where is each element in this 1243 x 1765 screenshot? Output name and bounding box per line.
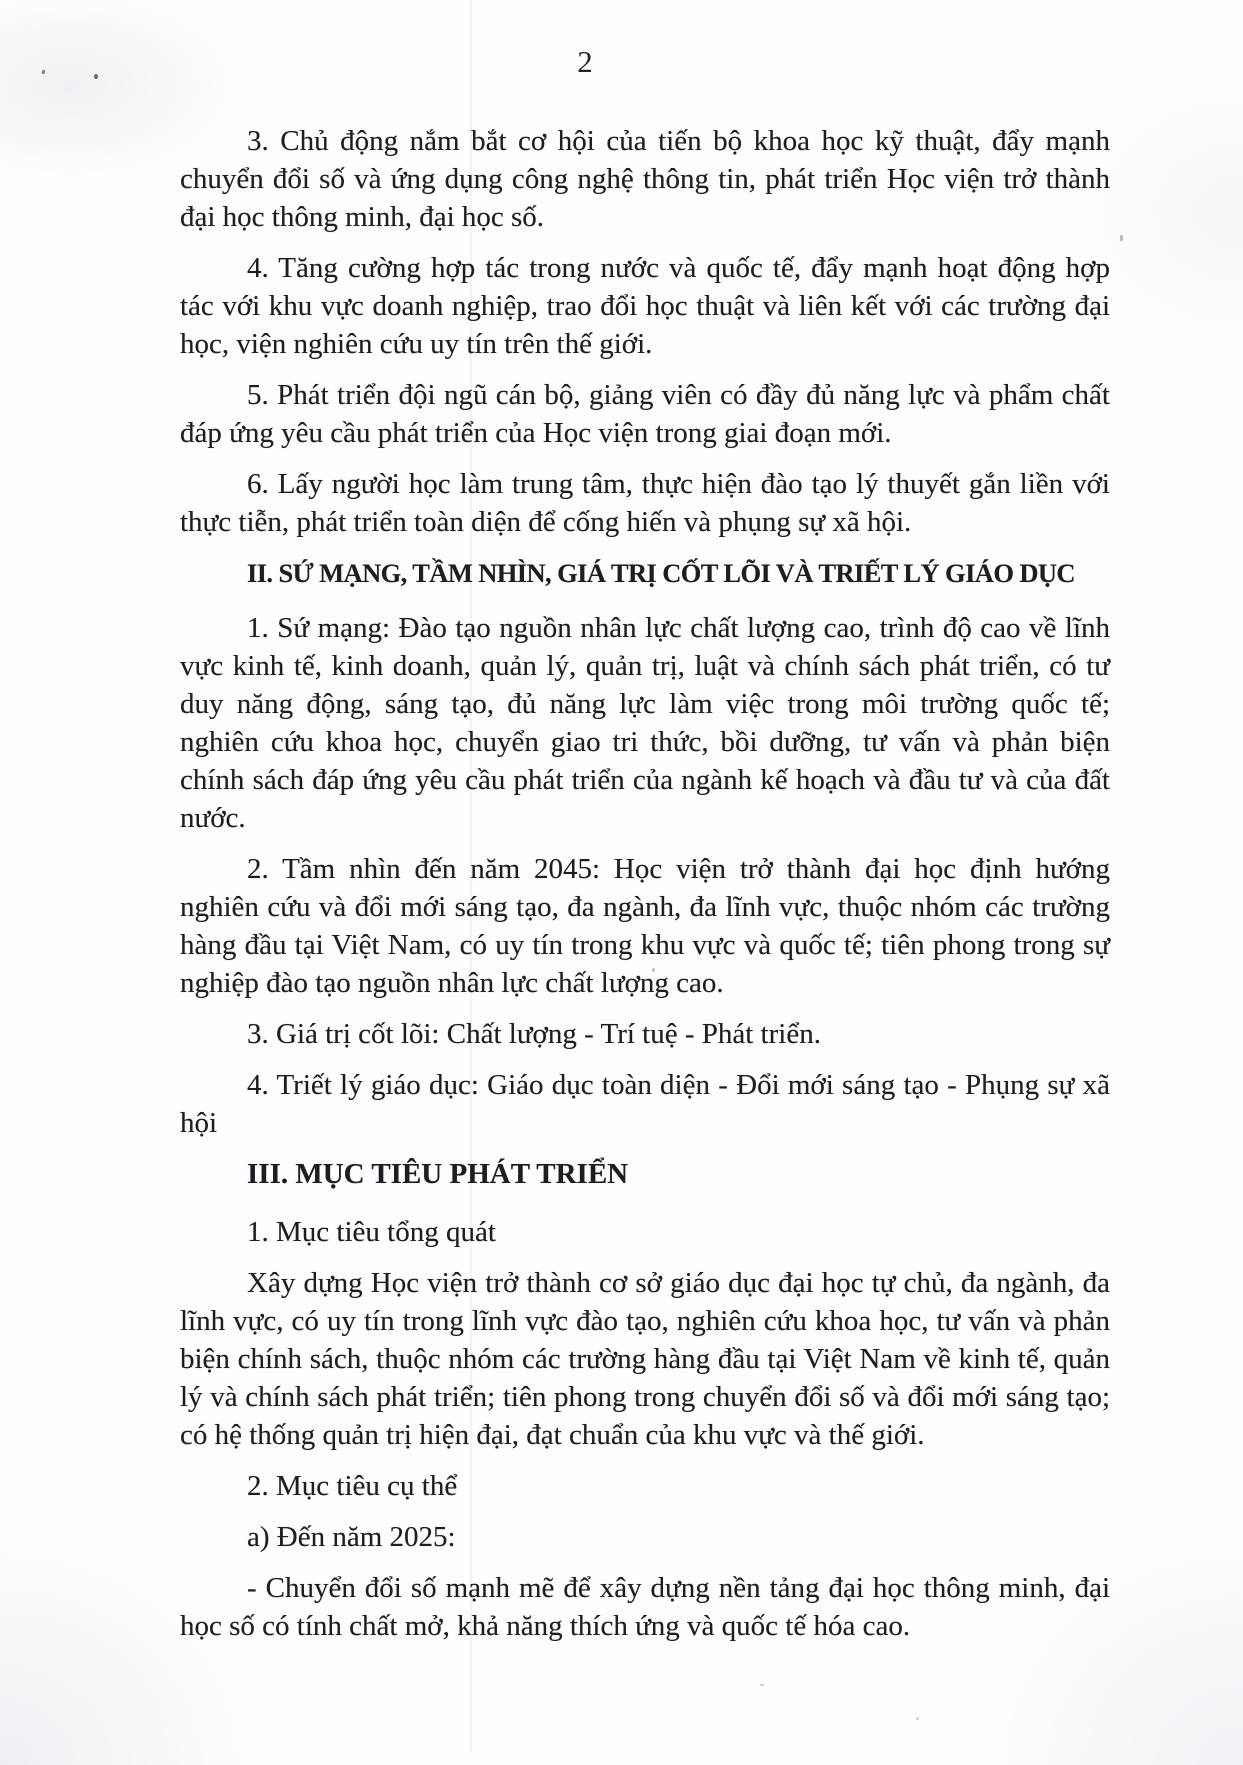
paragraph-milestone-2025-item: - Chuyển đổi số mạnh mẽ để xây dựng nền tảng đại học thông minh, đại học số có tính chất mở, khả năng thích ứng và quốc tế hóa cao. [180,1572,1110,1642]
scan-speck [760,1684,764,1686]
paragraph-core-values: 3. Giá trị cốt lõi: Chất lượng - Trí tuệ - Phát triển. [247,1018,821,1050]
paragraph-item-3: 3. Chủ động nắm bắt cơ hội của tiến bộ khoa học kỹ thuật, đẩy mạnh chuyển đổi số và ứng dụng công nghệ thông tin, phát triển Học viện trở thành đại học thông minh, đại học số. [180,125,1110,233]
section-heading-ii: II. SỨ MẠNG, TẦM NHÌN, GIÁ TRỊ CỐT LÕI VÀ TRIẾT LÝ GIÁO DỤC [247,558,1075,588]
scan-speck [916,1717,919,1720]
paragraph-vision: 2. Tầm nhìn đến năm 2045: Học viện trở thành đại học định hướng nghiên cứu và đổi mới sáng tạo, đa ngành, đa lĩnh vực, thuộc nhóm các trường hàng đầu tại Việt Nam, có uy tín trong khu vực và quốc tế; tiên phong trong sự nghiệp đào tạo nguồn nhân lực chất lượng cao. [180,853,1110,999]
paragraph-item-5: 5. Phát triển đội ngũ cán bộ, giảng viên có đầy đủ năng lực và phẩm chất đáp ứng yêu cầu phát triển của Học viện trong giai đoạn mới. [180,379,1110,449]
section-heading-iii: III. MỤC TIÊU PHÁT TRIỂN [247,1158,629,1190]
paragraph-milestone-2025-label: a) Đến năm 2025: [247,1521,456,1553]
paragraph-general-objective-label: 1. Mục tiêu tổng quát [247,1216,496,1248]
paragraph-item-4: 4. Tăng cường hợp tác trong nước và quốc tế, đẩy mạnh hoạt động hợp tác với khu vực doanh nghiệp, trao đổi học thuật và liên kết với các trường đại học, viện nghiên cứu uy tín trên thế giới. [180,252,1110,360]
document-body [180,122,1110,1658]
paragraph-education-philosophy: 4. Triết lý giáo dục: Giáo dục toàn diện - Đổi mới sáng tạo - Phụng sự xã hội [180,1069,1110,1139]
scan-speck [1120,235,1123,241]
paragraph-item-6: 6. Lấy người học làm trung tâm, thực hiện đào tạo lý thuyết gắn liền với thực tiễn, phát triển toàn diện để cống hiến và phụng sự xã hội. [180,468,1110,538]
page-number: 2 [577,44,593,79]
paragraph-general-objective: Xây dựng Học viện trở thành cơ sở giáo dục đại học tự chủ, đa ngành, đa lĩnh vực, có uy tín trong lĩnh vực đào tạo, nghiên cứu khoa học, tư vấn và phản biện chính sách, thuộc nhóm các trường hàng đầu tại Việt Nam về kinh tế, quản lý và chính sách phát triển; tiên phong trong chuyển đổi số và đổi mới sáng tạo; có hệ thống quản trị hiện đại, đạt chuẩn của khu vực và thế giới. [180,1267,1110,1451]
paragraph-mission: 1. Sứ mạng: Đào tạo nguồn nhân lực chất lượng cao, trình độ cao về lĩnh vực kinh tế, kinh doanh, quản lý, quản trị, luật và chính sách phát triển, có tư duy năng động, sáng tạo, đủ năng lực làm việc trong môi trường quốc tế; nghiên cứu khoa học, chuyển giao tri thức, bồi dưỡng, tư vấn và phản biện chính sách đáp ứng yêu cầu phát triển của ngành kế hoạch và đầu tư và của đất nước. [180,612,1110,834]
paragraph-specific-objective-label: 2. Mục tiêu cụ thể [247,1470,458,1502]
